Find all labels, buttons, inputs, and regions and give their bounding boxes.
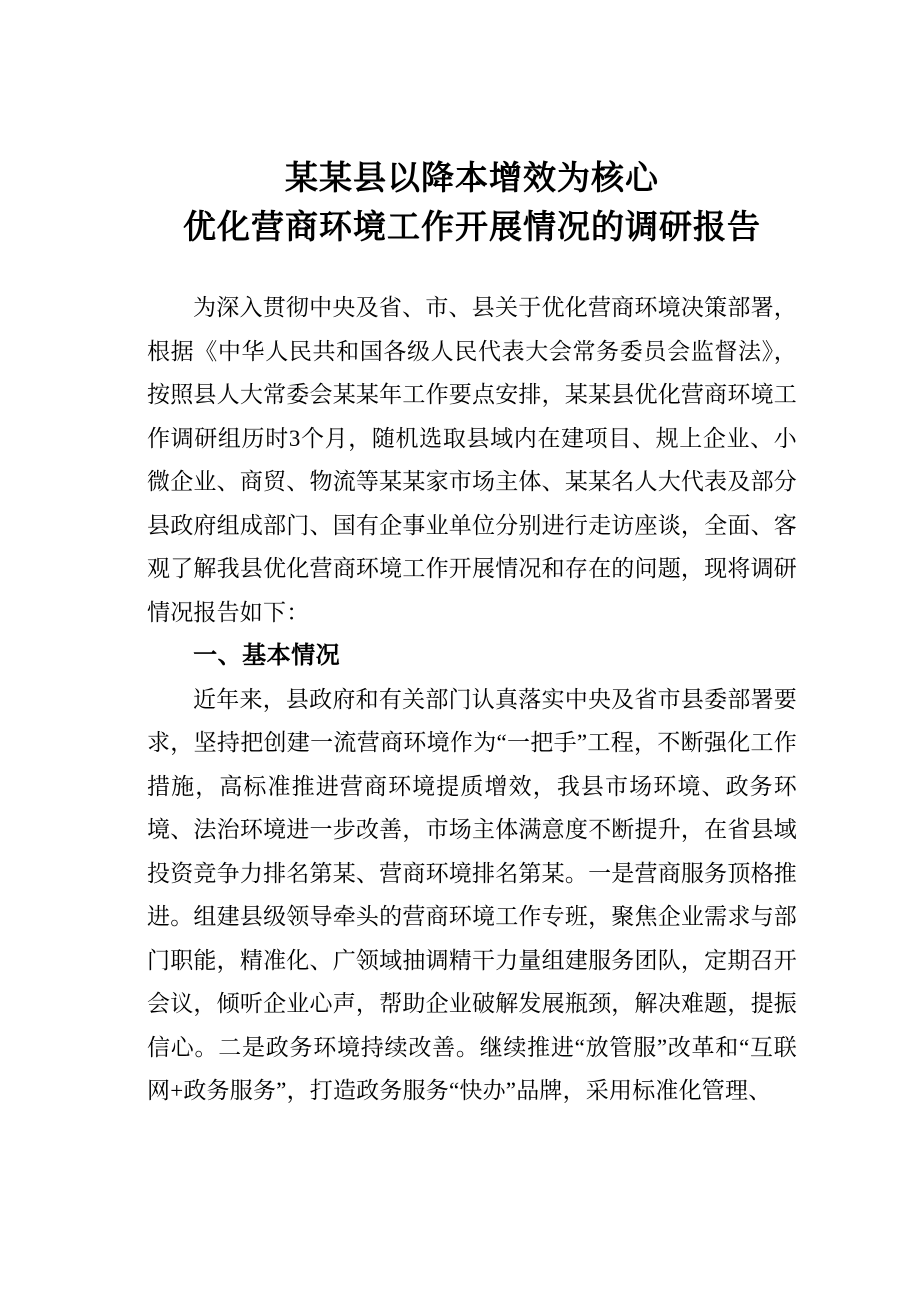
document-title [147, 155, 797, 253]
intro-paragraph: 为深入贯彻中央及省、市、县关于优化营商环境决策部署，根据《中华人民共和国各级人民代表大会常务委员会监督法》，按照县人大常委会某某年工作要点安排，某某县优化营商环境工作调研组历时3个月，随机选取县域内在建项目、规上企业、小微企业、商贸、物流等某某家市场主体、某某名人大代表及部分县政府组成部门、国有企事业单位分别进行走访座谈，全面、客观了解我县优化营商环境工作开展情况和存在的问题，现将调研情况报告如下： [147, 295, 797, 625]
document-title-line-2: 优化营商环境工作开展情况的调研报告 [183, 210, 761, 246]
section-1-paragraph: 近年来，县政府和有关部门认真落实中央及省市县委部署要求，坚持把创建一流营商环境作为“一把手”工程，不断强化工作措施，高标准推进营商环境提质增效，我县市场环境、政务环境、法治环境进一步改善，市场主体满意度不断提升，在省县域投资竞争力排名第某、营商环境排名第某。一是营商服务顶格推进。组建县级领导牵头的营商环境工作专班，聚焦企业需求与部门职能，精准化、广领域抽调精干力量组建服务团队，定期召开会议，倾听企业心声，帮助企业破解发展瓶颈，解决难题，提振信心。二是政务环境持续改善。继续推进“放管服”改革和“互联网+政务服务”，打造政务服务“快办”品牌，采用标准化管理、 [147, 686, 797, 1103]
section-1-heading: 一、基本情况 [193, 642, 341, 669]
document-title-line-1: 某某县以降本增效为核心 [285, 161, 659, 197]
